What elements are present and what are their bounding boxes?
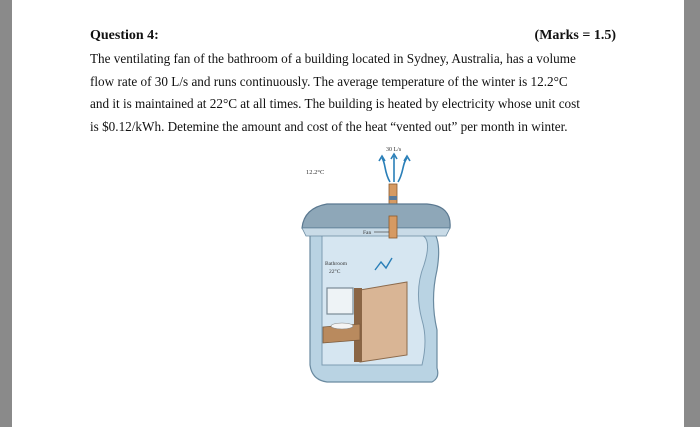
- fan-duct: [389, 216, 397, 238]
- question-marks: (Marks = 1.5): [534, 28, 616, 43]
- bathroom-diagram: [282, 140, 472, 385]
- question-line: flow rate of 30 L/s and runs continuously. The average temperature of the winter is 12.2°C: [90, 73, 568, 89]
- door: [360, 282, 407, 362]
- question-line: is $0.12/kWh. Detemine the amount and cost of the heat “vented out” per month in winter.: [90, 118, 568, 134]
- room-temp-label: 22°C: [329, 269, 341, 275]
- document-page: [12, 0, 684, 427]
- fan-label: Fan: [363, 230, 372, 236]
- airflow-arrows-icon: [379, 154, 410, 182]
- mirror: [327, 288, 353, 314]
- question-line: and it is maintained at 22°C at all times. The building is heated by electricity whose unit cost: [90, 96, 580, 111]
- flow-rate-label: 30 L/s: [386, 147, 402, 153]
- duct-band: [389, 196, 397, 200]
- question-title: Question 4:: [90, 28, 159, 43]
- sink-basin: [331, 323, 353, 329]
- bathroom-figure: [282, 140, 472, 385]
- roof-slab: [302, 204, 450, 228]
- question-header: [90, 28, 616, 44]
- room-label: Bathroom: [325, 261, 347, 267]
- outside-temp-label: 12.2°C: [306, 169, 325, 176]
- question-text: [90, 48, 618, 138]
- question-line: The ventilating fan of the bathroom of a building located in Sydney, Australia, has a volume: [90, 51, 576, 66]
